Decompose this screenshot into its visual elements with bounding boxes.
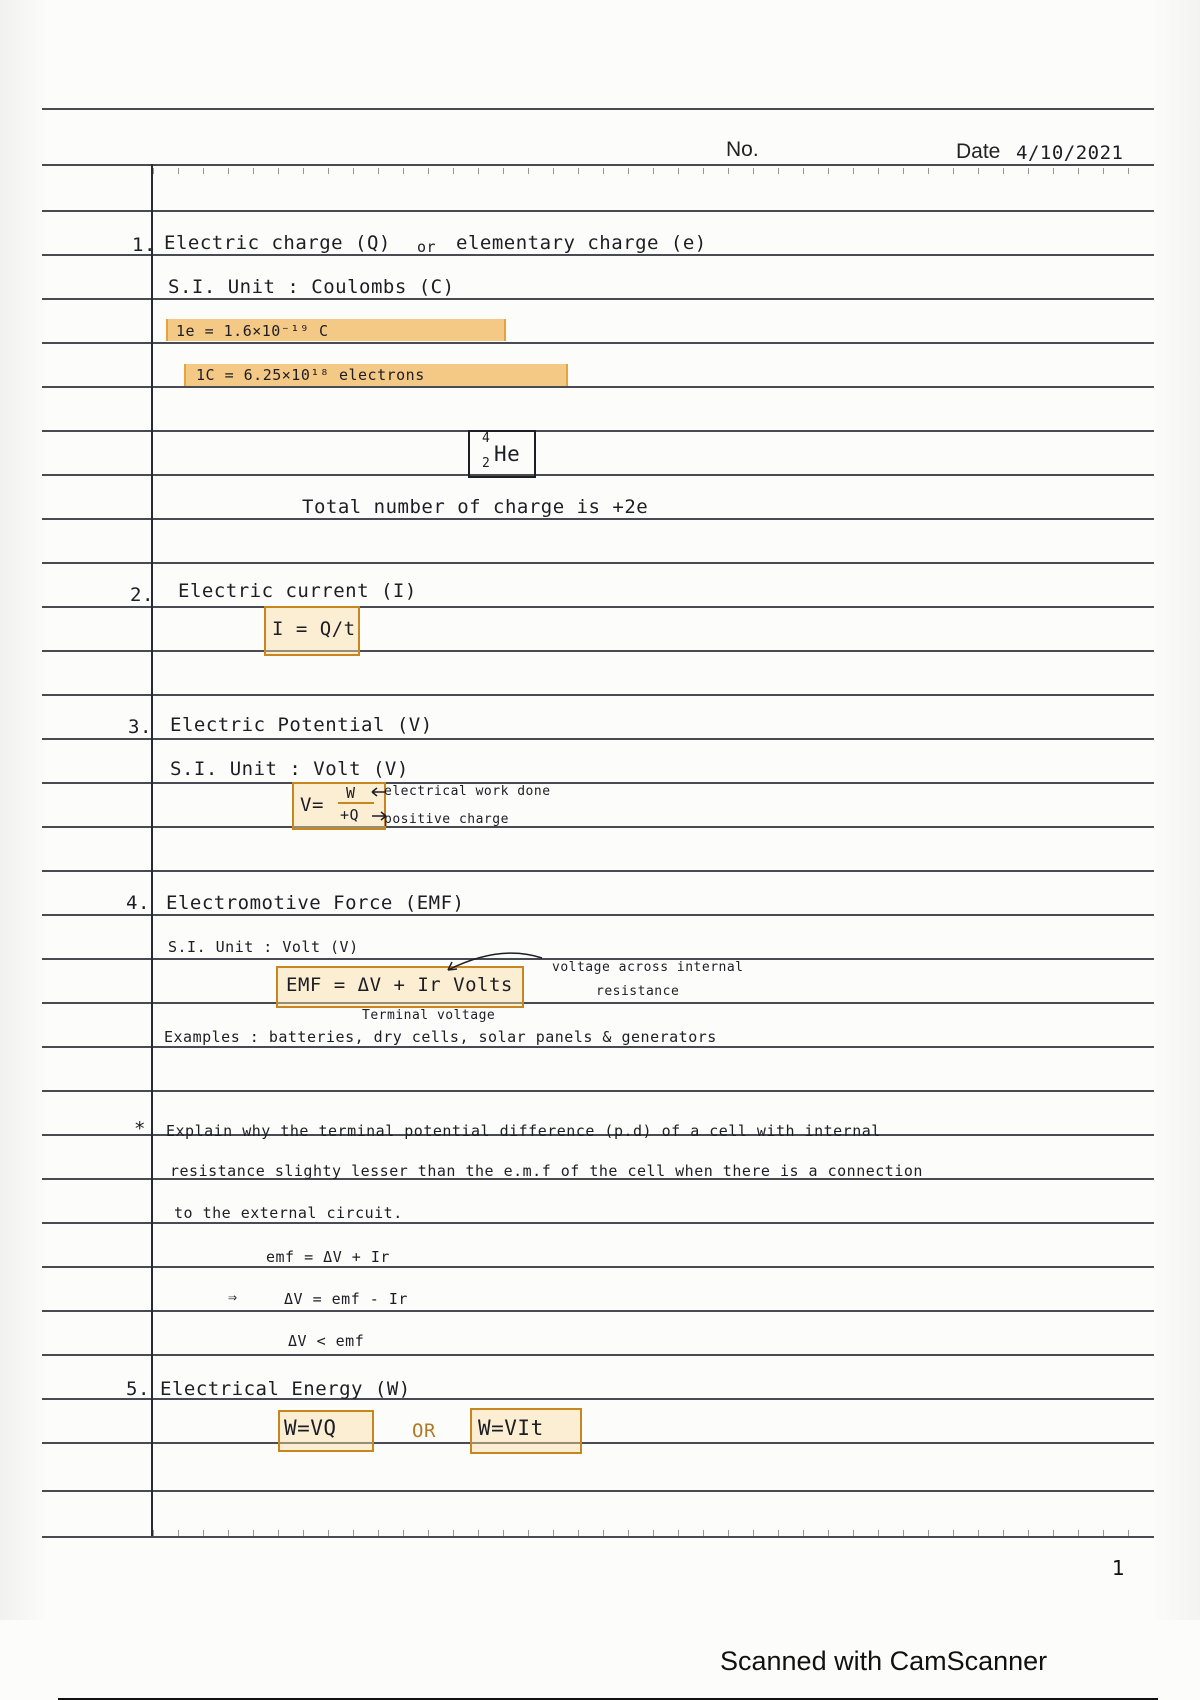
potential-formula-v: V= — [300, 794, 324, 816]
ruled-line — [42, 562, 1154, 564]
ruled-line — [42, 1354, 1154, 1356]
ruled-line — [42, 606, 1154, 608]
ruled-line — [42, 474, 1154, 476]
ruled-line — [42, 1442, 1154, 1444]
section-4-unit: S.I. Unit : Volt (V) — [168, 938, 359, 956]
ir-annotation-arrow — [430, 948, 550, 978]
ruled-line — [42, 1090, 1154, 1092]
electrons-per-coulomb: 1C = 6.25×10¹⁸ electrons — [196, 366, 425, 384]
ruled-line — [42, 164, 1154, 166]
charge-of-electron: 1e = 1.6×10⁻¹⁹ C — [176, 322, 329, 340]
potential-formula-denominator: +Q — [340, 806, 360, 824]
question-line-3: to the external circuit. — [174, 1204, 403, 1222]
ruled-line — [42, 1266, 1154, 1268]
derivation-step-3: ΔV < emf — [288, 1332, 365, 1350]
tick-marks-bottom — [153, 1530, 1153, 1536]
ruled-line — [42, 386, 1154, 388]
tick-marks-top — [153, 168, 1153, 174]
helium-atomic-number: 2 — [482, 456, 491, 471]
section-1-number: 1. — [132, 234, 156, 256]
ruled-line — [42, 1222, 1154, 1224]
scan-edge-left — [0, 0, 48, 1620]
section-4-number: 4. — [126, 892, 150, 914]
annotation-arrows — [370, 786, 390, 826]
section-2-number: 2. — [130, 584, 154, 606]
section-3-unit: S.I. Unit : Volt (V) — [170, 758, 409, 780]
section-5-title: Electrical Energy (W) — [160, 1378, 411, 1400]
section-5-number: 5. — [126, 1378, 150, 1400]
section-3-number: 3. — [128, 716, 152, 738]
note-internal-voltage: voltage across internal — [552, 960, 744, 975]
emf-formula: EMF = ΔV + Ir Volts — [286, 974, 513, 996]
helium-mass-number: 4 — [482, 431, 491, 446]
ruled-line — [42, 298, 1154, 300]
date-value: 4/10/2021 — [1016, 142, 1124, 164]
total-charge-statement: Total number of charge is +2e — [302, 496, 649, 518]
note-positive-charge: positive charge — [384, 812, 509, 827]
derivation-step-2: ΔV = emf - Ir — [284, 1290, 408, 1308]
ruled-line — [42, 738, 1154, 740]
helium-symbol: He — [494, 442, 521, 466]
no-label: No. — [726, 138, 759, 161]
implies-arrow: ⇒ — [228, 1288, 238, 1306]
ruled-line — [42, 430, 1154, 432]
ruled-line — [42, 210, 1154, 212]
scan-edge-right — [1152, 0, 1200, 1620]
ruled-line — [42, 914, 1154, 916]
ruled-line — [42, 1002, 1154, 1004]
ruled-line — [42, 650, 1154, 652]
section-4-title: Electromotive Force (EMF) — [166, 892, 465, 914]
fraction-bar — [338, 802, 374, 804]
star-bullet: * — [134, 1118, 146, 1140]
date-label: Date — [956, 140, 1001, 163]
ruled-line — [42, 342, 1154, 344]
section-3-title: Electric Potential (V) — [170, 714, 433, 736]
margin-line — [151, 164, 153, 1536]
energy-formula-2: W=VIt — [478, 1416, 544, 1440]
derivation-step-1: emf = ΔV + Ir — [266, 1248, 390, 1266]
section-2-title: Electric current (I) — [178, 580, 417, 602]
ruled-line — [42, 254, 1154, 256]
question-line-1: Explain why the terminal potential difference (p.d) of a cell with internal — [166, 1122, 881, 1140]
ruled-line — [42, 826, 1154, 828]
section-1-or: or — [417, 238, 437, 256]
section-1-alt-title: elementary charge (e) — [456, 232, 707, 254]
ruled-line — [42, 518, 1154, 520]
scanner-watermark: Scanned with CamScanner — [720, 1646, 1048, 1676]
ruled-line — [42, 782, 1154, 784]
question-line-2: resistance slighty lesser than the e.m.f of the cell when there is a connection — [170, 1162, 923, 1180]
section-1-unit: S.I. Unit : Coulombs (C) — [168, 276, 455, 298]
potential-formula-numerator: W — [346, 784, 356, 802]
section-1-title: Electric charge (Q) — [164, 232, 391, 254]
energy-formula-1: W=VQ — [284, 1416, 337, 1440]
page-number: 1 — [1112, 1556, 1125, 1580]
or-label: OR — [412, 1420, 436, 1442]
current-formula: I = Q/t — [272, 618, 356, 640]
emf-examples: Examples : batteries, dry cells, solar panels & generators — [164, 1028, 717, 1046]
note-resistance: resistance — [596, 984, 680, 999]
ruled-line — [42, 1536, 1154, 1538]
ruled-line — [42, 1046, 1154, 1048]
ruled-line — [42, 1310, 1154, 1312]
ruled-line — [42, 694, 1154, 696]
ruled-line — [42, 108, 1154, 110]
note-work-done: electrical work done — [384, 784, 551, 799]
note-terminal-voltage: Terminal voltage — [362, 1008, 496, 1023]
ruled-line — [42, 1490, 1154, 1492]
ruled-line — [42, 870, 1154, 872]
